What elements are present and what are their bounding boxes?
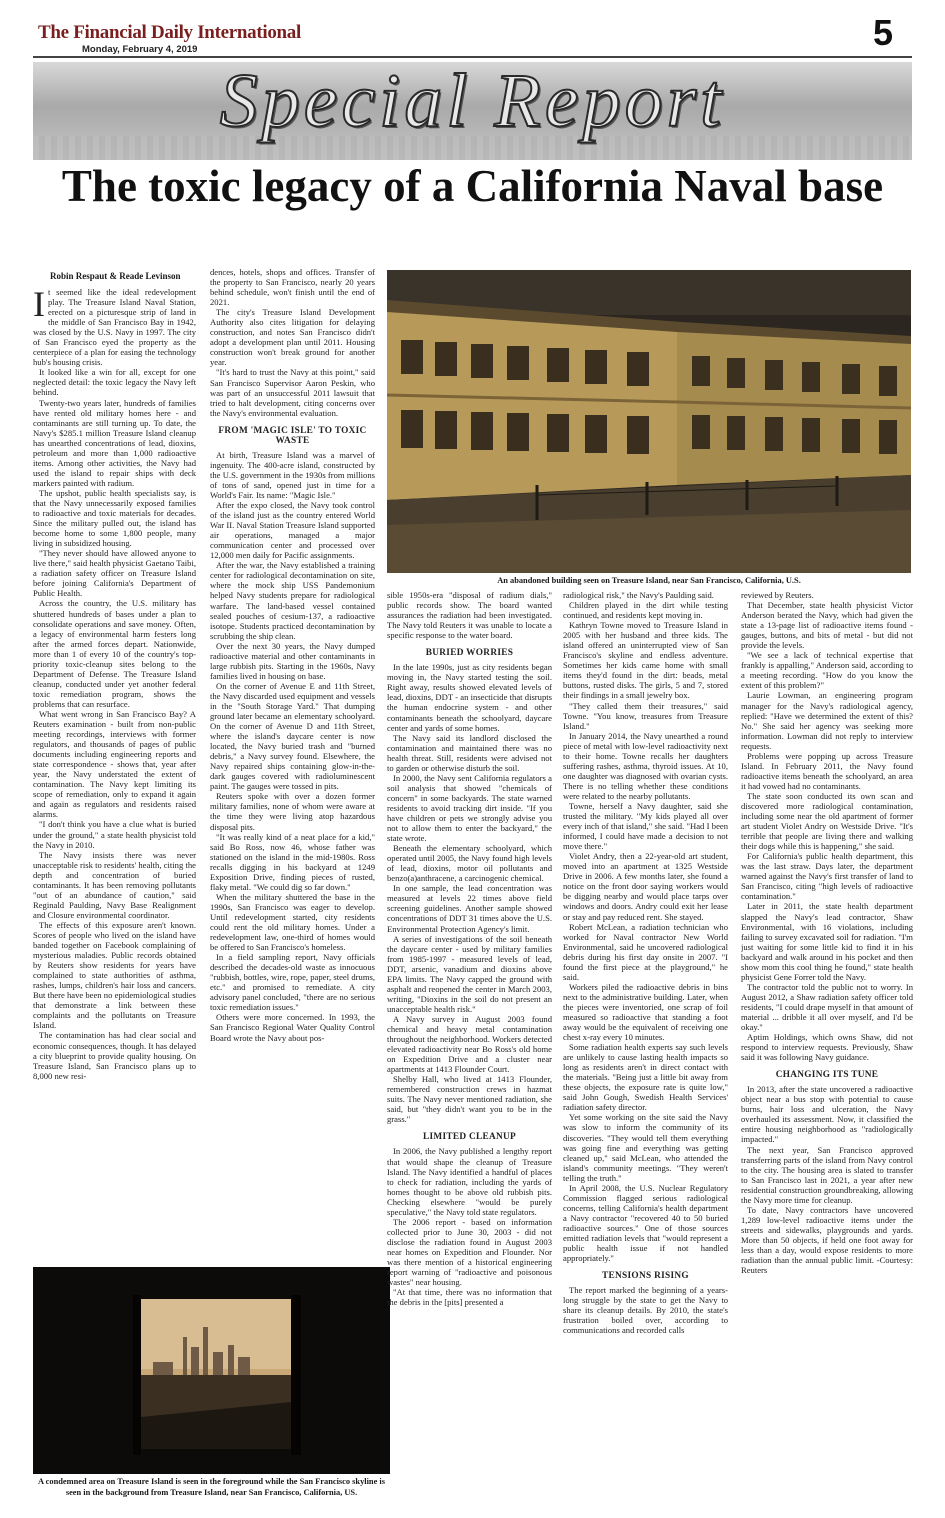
paragraph: Aptim Holdings, which owns Shaw, did not respond to interview requests. Previously, Shaw said it was following Navy guidance.: [741, 1032, 913, 1063]
paragraph: Violet Andry, then a 22-year-old art student, moved into an apartment at 1325 Westside Drive in 2006. A few months later, she found a notice on the front door saying workers would be digging nearby and would place tarps over windows and doors. Andry could exit her lease or stay and pay reduced rent. She stayed.: [563, 851, 728, 922]
article-column-3: [387, 590, 552, 1510]
paragraph: What went wrong in San Francisco Bay? A Reuters examination - built from non-public meeting recordings, interviews with former regulators, and thousands of pages of public documents including engineering reports and state correspondence - shows that, year after year, the Navy understated the extent of contamination. The Navy kept limiting its scope of remediation, only to expand it again and again as regulators and residents raised alarms.: [33, 708, 196, 820]
paragraph: Children played in the dirt while testing continued, and residents kept moving in.: [563, 600, 728, 621]
paragraph: In April 2008, the U.S. Nuclear Regulatory Commission flagged serious radiological concerns, telling California's health department a Navy contractor "recovered 40 to 50 buried radioactive sources." One of those sources emitted radiation levels that "would represent a public health issue if not handled appropriately.": [563, 1182, 728, 1264]
paragraph: reviewed by Reuters.: [741, 590, 814, 600]
paragraph: In 2013, after the state uncovered a radioactive object near a bus stop with potential to cause burns, hair loss and ulceration, the Navy overhauled its assessment. Now, it classified the entire housing neighborhood as "radiologically impacted.": [741, 1084, 913, 1145]
paragraph: In one sample, the lead concentration was measured at levels 22 times above field screening guidelines. Another sample showed concentrations of DDT 31 times above the U.S. Environmental Protection Agency's limit.: [387, 883, 552, 934]
skyline-photo: [33, 1267, 390, 1474]
abandoned-building-photo: [387, 270, 911, 573]
masthead: The Financial Daily International: [38, 22, 301, 43]
subheading: TENSIONS RISING: [602, 1271, 689, 1282]
photo-caption-building: An abandoned building seen on Treasure Island, near San Francisco, California, U.S.: [497, 576, 801, 585]
paragraph: A series of investigations of the soil beneath the daycare center - used by military families from 1985-1997 - measured levels of lead, DDT, arsenic, vanadium and dioxins above EPA limits. The Navy capped the ground with asphalt and reopened the center in March 2003, writing, "Dioxins in the soil do not present an unacceptable health risk.": [387, 933, 552, 1014]
byline: Robin Respaut & Reade Levinson: [50, 271, 181, 281]
paragraph: That December, state health physicist Victor Anderson berated the Navy, which had given the state a 13-page list of radioactive items found - gauges, buttons, and bits of metal - but did not provide the levels.: [741, 600, 913, 651]
paragraph: "They called them their treasures," said Towne. "You know, treasures from Treasure Island.": [563, 700, 728, 731]
paragraph: The contamination has had clear social and economic consequences, though. It has delayed a city blueprint to provide quality housing. On Treasure Island, San Francisco plans up to 8,000 new resi-: [33, 1030, 196, 1081]
paragraph: The state soon conducted its own scan and discovered more radiological contamination, including some near the old apartment of former art student Violet Andry on Westside Drive. "It's terrible that people are living there and walking their dogs while this is happening," she said.: [741, 790, 913, 852]
paragraph: For California's public health department, this was the last straw. Days later, the department warned against the Navy's first transfer of land to San Francisco, citing "high levels of radioactive contamination.": [741, 851, 913, 902]
paragraph: In 2000, the Navy sent California regulators a soil analysis that showed "chemicals of concern" in some backyards. The state warned residents to avoid tracking dirt inside. "If you have children or pets we strongly advise you not to allow them to enter the backyard," the state wrote.: [387, 772, 552, 844]
paragraph: Towne, herself a Navy daughter, said she trusted the military. "My kids played all over every inch of that island," she said. "Had I been informed, I could have made a decision to not move there.": [563, 800, 728, 852]
paragraph: Across the country, the U.S. military has shuttered hundreds of bases under a plan to consolidate operations and save money. Often, a legacy of environmental harm festers long after the armed forces depart. Nationwide, more than 1 of every 10 of the country's top-priority toxic-cleanup sites belong to the Department of Defense. The Treasure Island cleanup, conducted under yet another federal toxic remediation program, shows the problems that can resurface.: [33, 598, 196, 709]
subheading: CHANGING ITS TUNE: [775, 1070, 879, 1081]
paragraph: "It's hard to trust the Navy at this point," said San Francisco Supervisor Aaron Peskin, who was part of an unsuccessful 2011 lawsuit that tried to halt development, citing concerns over the Navy's environmental evaluation.: [210, 367, 375, 418]
paragraph: Some radiation health experts say such levels are unlikely to cause lasting health impacts so long as residents aren't in direct contact with the materials. "Being just a little bit away from these objects, the exposure rate is quite low," said John Gough, Swedish Health Services' radiation safety director.: [563, 1042, 728, 1113]
paragraph: "It was really kind of a neat place for a kid," said Bo Ross, now 46, whose father was stationed on the island in the mid-1980s. Ross recalls digging in his backyard at 1249 Exposition Drive, finding pieces of rusted, flaky metal. "We could dig so far down.": [210, 831, 375, 892]
article-column-1: [33, 287, 196, 1262]
paragraph: "They never should have allowed anyone to live there," said health physicist Gaetano Taibi, a radiation safety officer on Treasure Island before joining California's Department of Public Health.: [33, 548, 196, 599]
paragraph: Yet some working on the site said the Navy was slow to inform the community of its discoveries. "They would tell them everything was going fine and everything was getting cleaned up," said McLean, who attended the island's community meetings. "They weren't telling the truth.": [563, 1112, 728, 1183]
article-column-4: [563, 590, 728, 1510]
paragraph: The next year, San Francisco approved transferring parts of the island from Navy control to the city. The housing area is slated to transfer to San Francisco last in 2021, a year after new residential construction groundbreaking, allowing the Navy more time for cleanup.: [741, 1144, 913, 1205]
paragraph: In 2006, the Navy published a lengthy report that would shape the cleanup of Treasure Island. The Navy identified a handful of places to check for radiation, including the yards of homes thought to be above old rubbish pits. Checking elsewhere "would be purely speculative," the Navy told state regulators.: [387, 1146, 552, 1217]
paragraph: The upshot, public health specialists say, is that the Navy unnecessarily exposed families to radioactive and toxic materials for decades. Since the military pulled out, the island has become home to some 1,800 people, many living in subsidized housing.: [33, 487, 196, 549]
paragraph: "We see a lack of technical expertise that frankly is appalling," Anderson said, according to a meeting recording. "How do you know the extent of this problem?": [741, 650, 913, 691]
paragraph: The Navy insists there was never unacceptable risk to residents' health, citing the depth and concentration of buried contaminants. It has been removing pollutants "out of an abundance of caution," said Reginald Paulding, Navy Base Realignment and Closure environmental coordinator.: [33, 849, 196, 920]
paragraph: When the military shuttered the base in the 1990s, San Francisco was eager to develop. Until redevelopment started, city residents could rent the old military homes. Under a redevelopment law, one-third of homes would be offered to San Francisco's homeless.: [210, 891, 375, 953]
paragraph: The report marked the beginning of a years-long struggle by the state to get the Navy to share its cleanup details. By 2010, the state's frustration boiled over, according to communications and recorded calls: [563, 1285, 728, 1336]
section-title: Special Report: [219, 59, 726, 143]
paragraph: The effects of this exposure aren't known. Scores of people who lived on the island have banded together on Facebook complaining of mysterious maladies. Public records obtained by Reuters show residents for years have complained to state authorities of asthma, rashes, lumps, children's hair loss and cancers. But there have been no epidemiological studies that demonstrate a link between these complaints and the pollutants on Treasure Island.: [33, 919, 196, 1031]
paragraph: To date, Navy contractors have uncovered 1,289 low-level radioactive items under the streets and sidewalks, playgrounds and yards. More than 50 objects, if held one foot away for less than a day, would expose residents to more radiation than the annual public limit. -Courtesy: Reuters: [741, 1204, 913, 1276]
article-column-5: [741, 590, 913, 1510]
paragraph: Kathryn Towne moved to Treasure Island in 2005 with her husband and three kids. The island offered an uninterrupted view of San Francisco's skyline and endless adventure. Sometimes her kids came home with small items they'd found in the dirt: beads, metal buttons, rusted disks. The girls, 5 and 7, stored their findings in a small jewelry box.: [563, 620, 728, 701]
paragraph: Later in 2011, the state health department slapped the Navy's lead contractor, Shaw Environmental, with 16 violations, including failing to survey excavated soil for radiation. "I'm just waiting for some little kid to find it in his backyard and walk around in his pocket and then show mom this cool thing he found," state health physicist Gene Forrer told the Navy.: [741, 901, 913, 982]
paragraph: "At that time, there was no information that the debris in the [pits] presented a: [387, 1287, 552, 1308]
paragraph: [33, 287, 196, 367]
paragraph: Others were more concerned. In 1993, the San Francisco Regional Water Quality Control Board wrote the Navy about pos-: [210, 1012, 375, 1043]
paragraph: dences, hotels, shops and offices. Transfer of the property to San Francisco, nearly 20 years behind schedule, won't finish until the end of 2021.: [210, 267, 375, 308]
paragraph: The city's Treasure Island Development Authority also cites litigation for delaying construction, and notes San Francisco didn't adopt a development plan until 2011. Housing construction won't break ground for another year.: [210, 307, 375, 368]
paragraph: Laurie Lowman, an engineering program manager for the Navy's radiological agency, replied: "Have we determined the extent of this? No." She said her agency was seeking more information. Lowman did not reply to interview requests.: [741, 690, 913, 751]
paragraph: Workers piled the radioactive debris in bins next to the administrative building. Later, when the pieces were inventoried, one scrap of foil measured so radioactive that standing a foot away would be the equivalent of receiving one chest x-ray every 10 minutes.: [563, 981, 728, 1043]
paragraph: "I don't think you have a clue what is buried under the ground," a state health physicist told the Navy in 2010.: [33, 819, 196, 850]
paragraph: Robert McLean, a radiation technician who worked for Naval contractor New World Environmental, said he uncovered radiological debris during his first day onsite in 2007. "I found the first piece at the playground," he said.: [563, 921, 728, 982]
paragraph: Over the next 30 years, the Navy dumped radioactive material and other contaminants in large rubbish pits. Starting in the 1960s, Navy families lived in housing on base.: [210, 640, 375, 681]
paragraph: The contractor told the public not to worry. In August 2012, a Shaw radiation safety officer told residents, "I could drape myself in that amount of material ... dribble it all over myself, and I'd be okay.": [741, 981, 913, 1033]
paragraph: Problems were popping up across Treasure Island. In February 2011, the Navy found radioactive items beneath the schoolyard, an area it had vowed had no contaminants.: [741, 750, 913, 791]
drop-cap: I: [33, 287, 45, 324]
paragraph: In January 2014, the Navy unearthed a round piece of metal with low-level radioactivity next to their home. Towne recalls her daughters suffering rashes, asthma, thyroid issues. At 10, one daughter was diagnosed with ovarian cysts. There is no telling whether these conditions were related to the nearby pollutants.: [563, 730, 728, 801]
paragraph: After the expo closed, the Navy took control of the island just as the country entered World War II. Naval Station Treasure Island supported air operations, managed a major communication center and processed over 12,000 men daily for Pacific assignments.: [210, 500, 375, 561]
subheading: FROM 'MAGIC ISLE' TO TOXIC WASTE: [218, 425, 367, 446]
paragraph: sible 1950s-era "disposal of radium dials," public records show. The board wanted assurances the radiation had been investigated. The Navy told Reuters it was unable to locate a specific response to the water board.: [387, 590, 552, 641]
paragraph: In a field sampling report, Navy officials described the decades-old waste as innocuous "rubbish, bottles, wire, rope, paper, steel drums, etc." and promised to remediate. A city advisory panel concluded, "there are no serious toxic remediation issues.": [210, 952, 375, 1013]
paragraph: Shelby Hall, who lived at 1413 Flounder, remembered construction crews in hazmat suits. The Navy never mentioned radiation, she said, but "they didn't want you to be in the grass.": [387, 1074, 552, 1125]
paragraph-text: t seemed like the ideal redevelopment play. The Treasure Island Naval Station, erected on a picturesque strip of land in the middle of San Francisco Bay in 1942, was closed by the U.S. Navy in 1997. The city of San Francisco eyed the property as the centerpiece of a plan for easing the technology hub's housing crisis.: [33, 287, 196, 368]
paragraph: After the war, the Navy established a training center for radiological decontamination on site, where the mock ship USS Pandemonium helped Navy students prepare for radiological warfare. The land-based vessel contained sealed pouches of cesium-137, a radioactive isotope. Students practiced decontamination by scrubbing the ship clean.: [210, 560, 375, 641]
paragraph: It looked like a win for all, except for one neglected detail: the toxic legacy the Navy left behind.: [33, 367, 196, 398]
paragraph: Beneath the elementary schoolyard, which operated until 2005, the Navy found high levels of lead, dioxins, motor oil pollutants and benzo(a)anthracene, a carcinogenic chemical.: [387, 843, 552, 884]
article-column-2: [210, 267, 375, 1262]
paragraph: Twenty-two years later, hundreds of families have rented old military homes here - and contaminants are still turning up. To date, the Navy's $285.1 million Treasure Island cleanup has unearthed concentrations of lead, dioxins, petroleum and more than 1,000 radioactive items. Among other activities, the Navy had used the island to repair ships with deck markers painted with radium.: [33, 397, 196, 488]
abandoned-building-image: [387, 270, 911, 573]
paragraph: In the late 1990s, just as city residents began moving in, the Navy started testing the soil. Right away, results showed elevated levels of lead, dioxins, DDT - an insecticide that disrupts the human endocrine system - and other contaminants beneath the schoolyard, daycare center and yards of some homes.: [387, 662, 552, 733]
issue-date: Monday, February 4, 2019: [82, 44, 198, 55]
paragraph: At birth, Treasure Island was a marvel of ingenuity. The 400-acre island, constructed by the U.S. government in the 1930s from millions of tons of sand, opened just in time for a World's Fair. Its name: "Magic Isle.": [210, 449, 375, 500]
paragraph: Reuters spoke with over a dozen former military families, none of whom were aware at the time they were living atop hazardous disposal pits.: [210, 791, 375, 832]
paragraph: On the corner of Avenue E and 11th Street, the Navy discarded used equipment and vessels in the "South Storage Yard." That dumping ground later became an elementary schoolyard. On the corner of Avenue D and 11th Street, where the island's daycare center is now located, the Navy buried trash and "burned debris," a Navy survey found. Elsewhere, the Navy repaired ships containing glow-in-the-dark gauges covered with radioluminescent paint. The gauges were tossed in pits.: [210, 680, 375, 792]
skyline-image: [33, 1267, 390, 1474]
photo-caption-skyline: A condemned area on Treasure Island is seen in the foreground while the San Francisco skyline is seen in the background from Treasure Island, near San Francisco, California, US.: [38, 1477, 385, 1497]
paragraph: A Navy survey in August 2003 found chemical and heavy metal contamination throughout the neighborhood. Workers detected elevated radioactivity near Bo Ross's old home on Expedition Drive and a cluster near apartments at 1413 Flounder Court.: [387, 1013, 552, 1075]
paragraph: The 2006 report - based on information collected prior to June 30, 2003 - did not disclose the radiation found in August 2003 near homes on Expedition and Flounder. Nor was there mention of a historical engineering report warning of "radioactive and poisonous wastes" near housing.: [387, 1216, 552, 1288]
subheading: BURIED WORRIES: [425, 648, 514, 659]
article-headline: The toxic legacy of a California Naval base: [61, 161, 884, 211]
paragraph: The Navy said its landlord disclosed the contamination and maintained there was no health threat. Still, residents were advised not to garden or otherwise disturb the soil.: [387, 732, 552, 773]
subheading: LIMITED CLEANUP: [422, 1132, 517, 1143]
page-number: 5: [873, 12, 894, 53]
paragraph: radiological risk," the Navy's Paulding said.: [563, 590, 714, 600]
